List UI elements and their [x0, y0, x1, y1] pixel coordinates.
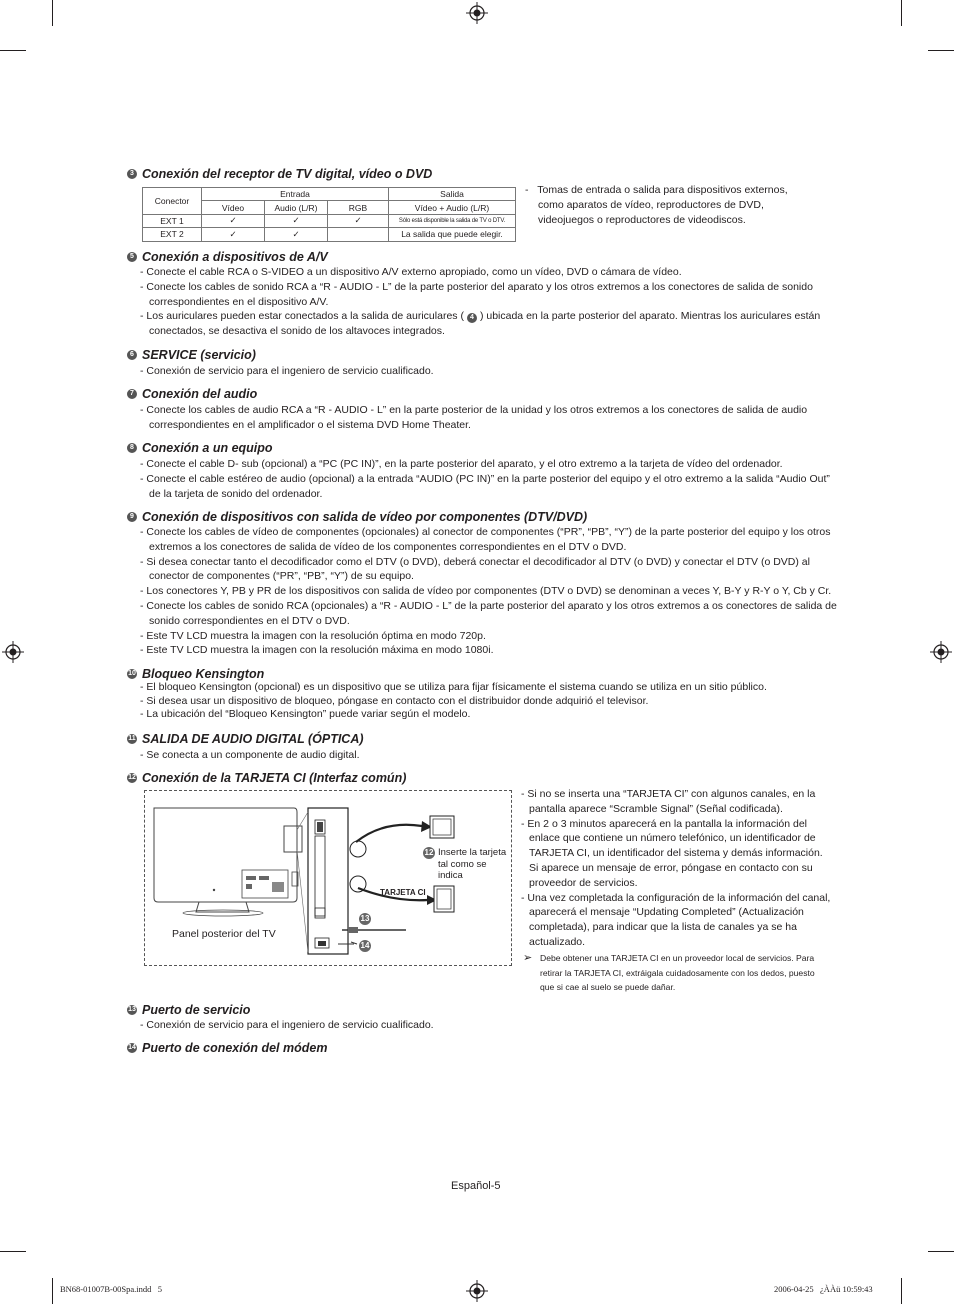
list-item: - La ubicación del “Bloqueo Kensington” puede variar según el modelo.	[140, 708, 840, 722]
section-title: SALIDA DE AUDIO DIGITAL (ÓPTICA)	[142, 732, 364, 746]
check-icon: ✓	[265, 228, 328, 241]
table-cell	[328, 228, 389, 241]
section-title: Puerto de servicio	[142, 1003, 251, 1017]
diagram-label: Panel posterior del TV	[172, 928, 276, 940]
crop-mark	[928, 1251, 954, 1252]
registration-mark-icon	[466, 1280, 488, 1302]
section-number-badge: 14	[128, 1044, 136, 1051]
section-number-badge: 4	[467, 313, 477, 323]
connector-table	[142, 187, 516, 242]
table-header: Audio (L/R)	[265, 201, 328, 214]
section-number-badge: 7	[127, 389, 137, 399]
table-row	[143, 214, 516, 227]
bullet-list	[140, 265, 840, 339]
table-header: Conector	[143, 188, 202, 215]
diagram-label: Inserte la tarjeta tal como se indica	[438, 847, 507, 881]
section-heading	[127, 510, 587, 524]
list-item: - Conecte el cable estéreo de audio (opcional) a la entrada “AUDIO (PC IN)” en la parte posterior del equipo y el otro extremo a la salida “Audio Out” de la tarjeta de sonido del ordenador.	[140, 472, 840, 502]
list-item: - El bloqueo Kensington (opcional) es un dispositivo que se utiliza para fijar físicamente el sistema cuando se utiliza en un sitio público.	[140, 681, 840, 695]
ci-card-note: Debe obtener una TARJETA CI en un proveedor local de servicios. Para retirar la TARJETA CI, extráigala cuidadosamente con los dedos, puesto que si cae al suelo se puede dañar.	[540, 953, 815, 992]
section-number-badge: 6	[127, 350, 137, 360]
list-item: - Si desea usar un dispositivo de bloqueo, póngase en contacto con el distribuidor donde adquirió el televisor.	[140, 695, 840, 709]
check-icon: ✓	[265, 214, 328, 227]
list-item: - Este TV LCD muestra la imagen con la resolución óptima en modo 720p.	[140, 629, 840, 644]
table-header: Entrada	[202, 188, 389, 201]
registration-mark-icon	[466, 2, 488, 24]
crop-mark	[901, 1278, 902, 1304]
list-item: - Conecte los cables de sonido RCA (opcionales) a “R - AUDIO - L” de la parte posterior del aparato y los otros extremos a os conectores de salida de sonido correspondientes en el DTV o DVD.	[140, 599, 840, 629]
page-number: Español-5	[451, 1180, 501, 1192]
bullet-list	[140, 403, 840, 433]
crop-mark	[52, 1278, 53, 1304]
crop-mark	[0, 50, 26, 51]
bullet-list	[140, 457, 840, 501]
list-item: - Este TV LCD muestra la imagen con la resolución máxima en modo 1080i.	[140, 643, 840, 658]
table-header: Vídeo + Audio (L/R)	[389, 201, 516, 214]
list-item: - Conecte el cable D- sub (opcional) a “PC (PC IN)”, en la parte posterior del aparato, y el otro extremo a la tarjeta de vídeo del ordenador.	[140, 457, 840, 472]
diagram-number-badge: 14	[360, 941, 370, 950]
list-item: - Si desea conectar tanto el decodificador como el DTV (o DVD), deberá conectar el decodificador al DTV (o DVD) y conectar el DTV (o DVD) al conector de componentes (“PR”, “PB”, “Y”) de su equipo.	[140, 555, 840, 585]
section-heading	[127, 1041, 327, 1055]
section-title: SERVICE (servicio)	[142, 348, 256, 362]
bullet-list	[140, 364, 840, 379]
check-icon: ✓	[328, 214, 389, 227]
bullet-list	[140, 525, 840, 658]
section-heading	[127, 167, 432, 181]
crop-mark	[928, 50, 954, 51]
list-item: - En 2 o 3 minutos aparecerá en la pantalla la información del enlace que contiene un número telefónico, un identificador de TARJETA CI, un identificador del sistema y demás información. Si aparece un mensaje de error, póngase en contacto con su proveedor de servicios.	[521, 817, 823, 889]
section-number-badge: 8	[127, 443, 137, 453]
list-item: - Conecte los cables de audio RCA a “R - AUDIO - L” en la parte posterior de la unidad y los otros extremos a los conectores de salida de audio correspondientes en el amplificador o el sistema DVD Home Theater.	[140, 403, 840, 433]
diagram-label: TARJETA CI	[380, 888, 426, 897]
section-number-badge: 10	[128, 670, 136, 677]
crop-mark	[901, 0, 902, 26]
list-item: - Conecte los cables de vídeo de componentes (opcionales) al conector de componentes (“PR”, “PB”, “Y”) de la parte posterior del equipo y los otros extremos a los conectores de salida de vídeo de los componentes correspondientes en el DTV o DVD.	[140, 525, 840, 555]
section-title: Conexión de dispositivos con salida de vídeo por componentes (DTV/DVD)	[142, 510, 588, 524]
section-title: Conexión a un equipo	[142, 441, 273, 455]
list-item: - Conecte los cables de sonido RCA a “R - AUDIO - L” de la parte posterior del aparato y los otros extremos a los conectores de salida de sonido correspondientes en el dispositivo A/V.	[140, 280, 840, 310]
section-heading	[127, 387, 257, 401]
diagram-number-badge: 13	[360, 914, 370, 923]
section-number-badge: 9	[127, 512, 137, 522]
list-item: - Conecte el cable RCA o S-VIDEO a un dispositivo A/V externo apropiado, como un vídeo, DVD o cámara de vídeo.	[140, 265, 840, 280]
section-title: Conexión del audio	[142, 387, 258, 401]
section-number-badge: 13	[128, 1006, 136, 1013]
registration-mark-icon	[2, 641, 24, 663]
table-header: Salida	[389, 188, 516, 201]
list-item: - Conexión de servicio para el ingeniero de servicio cualificado.	[140, 364, 840, 379]
side-note: - Tomas de entrada o salida para dispositivos externos, como aparatos de vídeo, reproductores de DVD, videojuegos o reproductores de videodiscos.	[525, 184, 788, 226]
check-icon: ✓	[202, 228, 265, 241]
section-number-badge: 5	[127, 252, 137, 262]
slug-timestamp: 2006-04-25 ¿ÀÀü 10:59:43	[774, 1284, 873, 1294]
crop-mark	[52, 0, 53, 26]
section-title: Bloqueo Kensington	[142, 667, 265, 681]
crop-mark	[0, 1251, 26, 1252]
note-arrow-icon: ➢	[523, 952, 533, 964]
table-cell: La salida que puede elegir.	[389, 228, 516, 241]
bullet-list	[140, 681, 840, 722]
section-heading	[127, 771, 406, 785]
list-item: - Los auriculares pueden estar conectados a la salida de auriculares ( 4 ) ubicada en la parte posterior del aparato. Mientras los auriculares están conectados, se desactiva el sonido de los altavoces integrados.	[140, 309, 840, 339]
section-title: Conexión de la TARJETA CI (Interfaz común)	[142, 771, 407, 785]
section-heading	[127, 667, 264, 681]
list-item: - Conexión de servicio para el ingeniero de servicio cualificado.	[140, 1018, 840, 1033]
diagram-number-badge: 12	[424, 848, 434, 857]
section-heading	[127, 732, 364, 746]
section-number-badge: 3	[127, 169, 137, 179]
list-item: - Una vez completada la configuración de la información del canal, aparecerá el mensaje “Updating Completed” (Actualización completada), para indicar que la lista de canales ya se ha actualizado.	[521, 891, 831, 948]
registration-mark-icon	[930, 641, 952, 663]
slug-filename: BN68-01007B-00Spa.indd 5	[60, 1284, 162, 1294]
table-header: RGB	[328, 201, 389, 214]
section-heading	[127, 441, 273, 455]
table-cell: EXT 2	[143, 228, 202, 241]
section-heading	[127, 250, 328, 264]
section-number-badge: 12	[128, 774, 136, 781]
section-title: Conexión del receptor de TV digital, vídeo o DVD	[142, 167, 433, 181]
bullet-list	[140, 1018, 840, 1033]
section-heading	[127, 348, 256, 362]
table-cell: EXT 1	[143, 214, 202, 227]
list-item: - Se conecta a un componente de audio digital.	[140, 748, 840, 763]
table-row	[143, 228, 516, 241]
section-title: Puerto de conexión del módem	[142, 1041, 328, 1055]
list-item: - Los conectores Y, PB y PR de los dispositivos con salida de vídeo por componentes (DTV o DVD) se denominan a veces Y, B-Y y R-Y o Y, Cb y Cr.	[140, 584, 840, 599]
section-number-badge: 11	[128, 735, 136, 742]
section-heading	[127, 1003, 250, 1017]
bullet-list	[140, 748, 840, 763]
ci-card-notes	[521, 787, 833, 950]
table-cell: Sólo está disponible la salida de TV o DTV.	[389, 214, 516, 227]
table-header: Vídeo	[202, 201, 265, 214]
check-icon: ✓	[202, 214, 265, 227]
list-item: - Si no se inserta una “TARJETA CI” con algunos canales, en la pantalla aparece “Scramble Signal” (Señal codificada).	[521, 788, 816, 815]
section-title: Conexión a dispositivos de A/V	[142, 250, 328, 264]
